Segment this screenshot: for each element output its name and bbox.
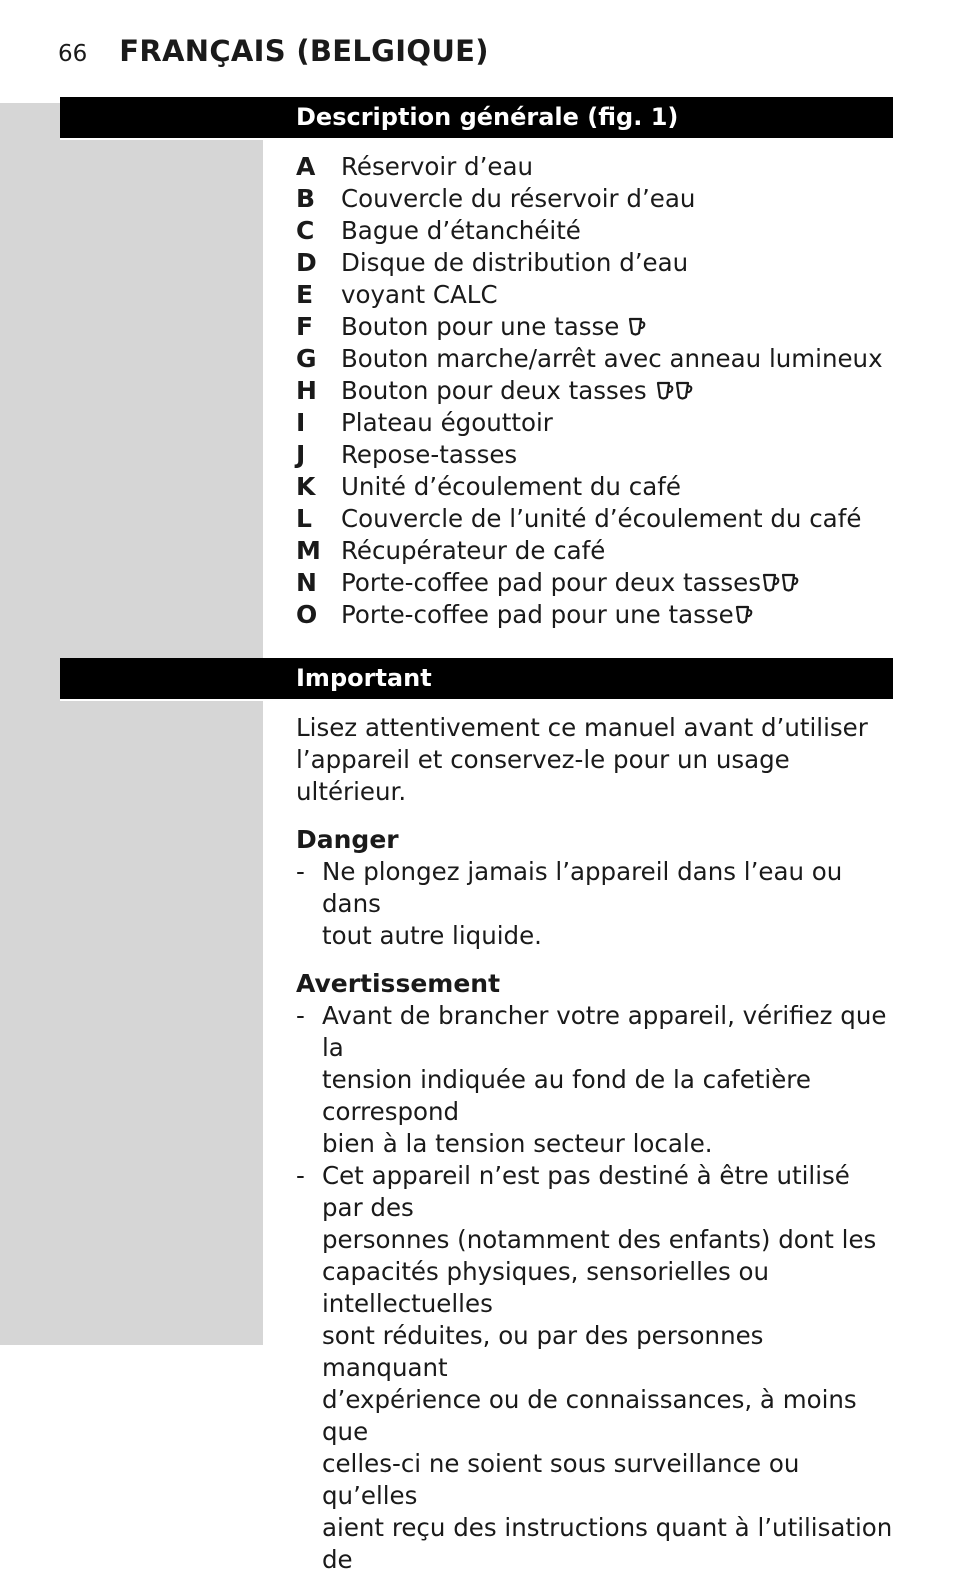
- part-letter: B: [296, 184, 316, 213]
- bullet-dash: -: [296, 1161, 305, 1190]
- bullet-text: [322, 856, 896, 952]
- list-item: [296, 599, 896, 631]
- text-line: Lisez attentivement ce manuel avant d’utiliser: [296, 713, 868, 742]
- text-line: Cet appareil n’est pas destiné à être utilisé par des: [322, 1161, 850, 1222]
- part-letter: E: [296, 280, 314, 309]
- important-body: [296, 712, 896, 1576]
- list-item: [296, 183, 896, 215]
- bullet-dash: -: [296, 1001, 305, 1030]
- two-cups-symbol: [655, 375, 693, 407]
- intro-paragraph: [296, 712, 896, 808]
- list-item: [296, 1160, 896, 1576]
- section-title: Important: [296, 664, 432, 692]
- list-item: [296, 151, 896, 183]
- part-label: voyant CALC: [341, 280, 498, 309]
- part-label: Repose-tasses: [341, 440, 518, 469]
- part-letter: M: [296, 536, 321, 565]
- page-header: [58, 34, 489, 74]
- one-cup-symbol: [627, 311, 646, 343]
- part-label: Disque de distribution d’eau: [341, 248, 689, 277]
- text-line: Ne plongez jamais l’appareil dans l’eau ou dans: [322, 857, 843, 918]
- part-letter: F: [296, 312, 314, 341]
- text-line: l’appareil et conservez-le pour un usage ultérieur.: [296, 745, 790, 806]
- part-letter: G: [296, 344, 317, 373]
- coffee-cup-icon: [781, 573, 799, 593]
- part-letter: J: [296, 440, 306, 469]
- list-item: [296, 503, 896, 535]
- warning-heading: Avertissement: [296, 969, 501, 998]
- bullet-text: [322, 1160, 896, 1576]
- part-label: Récupérateur de café: [341, 536, 606, 565]
- text-line: tension indiquée au fond de la cafetière correspond: [322, 1065, 811, 1126]
- coffee-cup-icon: [762, 573, 780, 593]
- part-label: Couvercle du réservoir d’eau: [341, 184, 696, 213]
- part-label: Couvercle de l’unité d’écoulement du café: [341, 504, 862, 533]
- margin-column: [0, 103, 263, 1345]
- list-item: [296, 375, 896, 407]
- part-label: Porte-coffee pad pour deux tasses: [341, 568, 762, 597]
- coffee-cup-icon: [656, 381, 674, 401]
- part-label: Bague d’étanchéité: [341, 216, 581, 245]
- divider: [60, 699, 263, 701]
- list-item: [296, 439, 896, 471]
- part-letter: D: [296, 248, 317, 277]
- part-letter: H: [296, 376, 317, 405]
- part-letter: C: [296, 216, 315, 245]
- text-line: d’expérience ou de connaissances, à moins que: [322, 1385, 857, 1446]
- part-label: Bouton marche/arrêt avec anneau lumineux: [341, 344, 883, 373]
- section-title: Description générale (fig. 1): [296, 103, 679, 131]
- part-letter: O: [296, 600, 318, 629]
- list-item: [296, 215, 896, 247]
- part-letter: L: [296, 504, 312, 533]
- text-line: bien à la tension secteur locale.: [322, 1129, 713, 1158]
- text-line: tout autre liquide.: [322, 921, 542, 950]
- list-item: [296, 471, 896, 503]
- part-label: Bouton pour une tasse: [341, 312, 620, 341]
- coffee-cup-icon: [628, 317, 646, 337]
- language-title: FRANÇAIS (BELGIQUE): [119, 34, 489, 68]
- part-letter: N: [296, 568, 317, 597]
- danger-heading: Danger: [296, 825, 399, 854]
- part-letter: K: [296, 472, 316, 501]
- text-line: celles-ci ne soient sous surveillance ou qu’elles: [322, 1449, 800, 1510]
- one-cup-symbol: [734, 599, 753, 631]
- list-item: [296, 247, 896, 279]
- text-line: Avant de brancher votre appareil, vérifiez que la: [322, 1001, 887, 1062]
- part-letter: A: [296, 152, 316, 181]
- two-cups-symbol: [761, 567, 799, 599]
- list-item: [296, 856, 896, 952]
- coffee-cup-icon: [735, 605, 753, 625]
- bullet-dash: -: [296, 857, 305, 886]
- list-item: [296, 567, 896, 599]
- coffee-cup-icon: [675, 381, 693, 401]
- list-item: [296, 279, 896, 311]
- text-line: sont réduites, ou par des personnes manquant: [322, 1321, 764, 1382]
- list-item: [296, 535, 896, 567]
- section-bar-important: [60, 658, 893, 699]
- part-letter: I: [296, 408, 306, 437]
- text-line: capacités physiques, sensorielles ou intellectuelles: [322, 1257, 770, 1318]
- list-item: [296, 311, 896, 343]
- section-bar-description: [60, 97, 893, 138]
- part-label: Porte-coffee pad pour une tasse: [341, 600, 734, 629]
- part-label: Plateau égouttoir: [341, 408, 553, 437]
- divider: [60, 138, 263, 140]
- text-line: aient reçu des instructions quant à l’utilisation de: [322, 1513, 893, 1574]
- part-label: Unité d’écoulement du café: [341, 472, 681, 501]
- bullet-text: [322, 1000, 896, 1160]
- parts-list: [296, 151, 896, 631]
- part-label: Réservoir d’eau: [341, 152, 534, 181]
- list-item: [296, 343, 896, 375]
- list-item: [296, 1000, 896, 1160]
- text-line: personnes (notamment des enfants) dont les: [322, 1225, 877, 1254]
- list-item: [296, 407, 896, 439]
- page-number: 66: [58, 41, 88, 67]
- part-label: Bouton pour deux tasses: [341, 376, 647, 405]
